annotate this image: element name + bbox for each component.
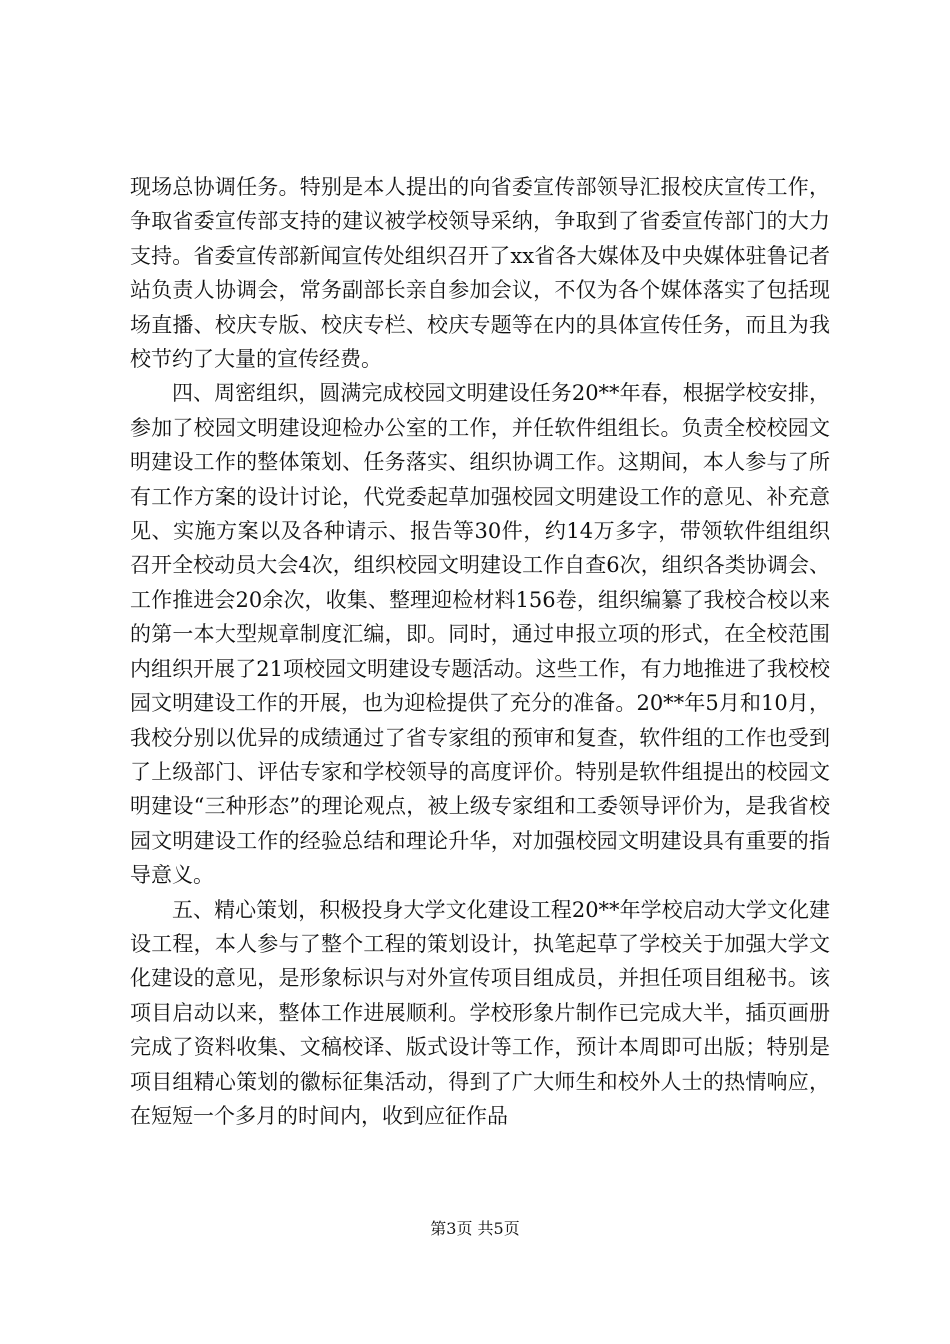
page-number-footer: 第3页 共5页 bbox=[430, 1219, 520, 1238]
paragraph-continuation: 现场总协调任务。特别是本人提出的向省委宣传部领导汇报校庆宣传工作，争取省委宣传部支持的建议被学校领导采纳，争取到了省委宣传部门的大力支持。省委宣传部新闻宣传处组织召开了xx省各大媒体及中央媒体驻鲁记者站负责人协调会，常务副部长亲自参加会议，不仅为各个媒体落实了包括现场直播、校庆专版、校庆专栏、校庆专题等在内的具体宣传任务，而且为我校节约了大量的宣传经费。 bbox=[130, 175, 830, 372]
paragraph-section-five: 五、精心策划，积极投身大学文化建设工程20**年学校启动大学文化建设工程，本人参与了整个工程的策划设计，执笔起草了学校关于加强大学文化建设的意见，是形象标识与对外宣传项目组成员，并担任项目组秘书。该项目启动以来，整体工作进展顺利。学校形象片制作已完成大半，插页画册完成了资料收集、文稿校译、版式设计等工作，预计本周即可出版；特别是项目组精心策划的徽标征集活动，得到了广大师生和校外人士的热情响应，在短短一个多月的时间内，收到应征作品 bbox=[130, 897, 830, 1128]
document-body bbox=[130, 170, 830, 1133]
paragraph-section-four: 四、周密组织，圆满完成校园文明建设任务20**年春，根据学校安排，参加了校园文明建设迎检办公室的工作，并任软件组组长。负责全校校园文明建设工作的整体策划、任务落实、组织协调工作。这期间，本人参与了所有工作方案的设计讨论，代党委起草加强校园文明建设工作的意见、补充意见、实施方案以及各种请示、报告等30件，约14万多字，带领软件组组织召开全校动员大会4次，组织校园文明建设工作自查6次，组织各类协调会、工作推进会20余次，收集、整理迎检材料156卷，组织编纂了我校合校以来的第一本大型规章制度汇编，即。同时，通过申报立项的形式，在全校范围内组织开展了21项校园文明建设专题活动。这些工作，有力地推进了我校校园文明建设工作的开展，也为迎检提供了充分的准备。20**年5月和10月，我校分别以优异的成绩通过了省专家组的预审和复查，软件组的工作也受到了上级部门、评估专家和学校领导的高度评价。特别是软件组提出的校园文明建设“三种形态”的理论观点，被上级专家组和工委领导评价为，是我省校园文明建设工作的经验总结和理论升华，对加强校园文明建设具有重要的指导意义。 bbox=[130, 381, 830, 888]
